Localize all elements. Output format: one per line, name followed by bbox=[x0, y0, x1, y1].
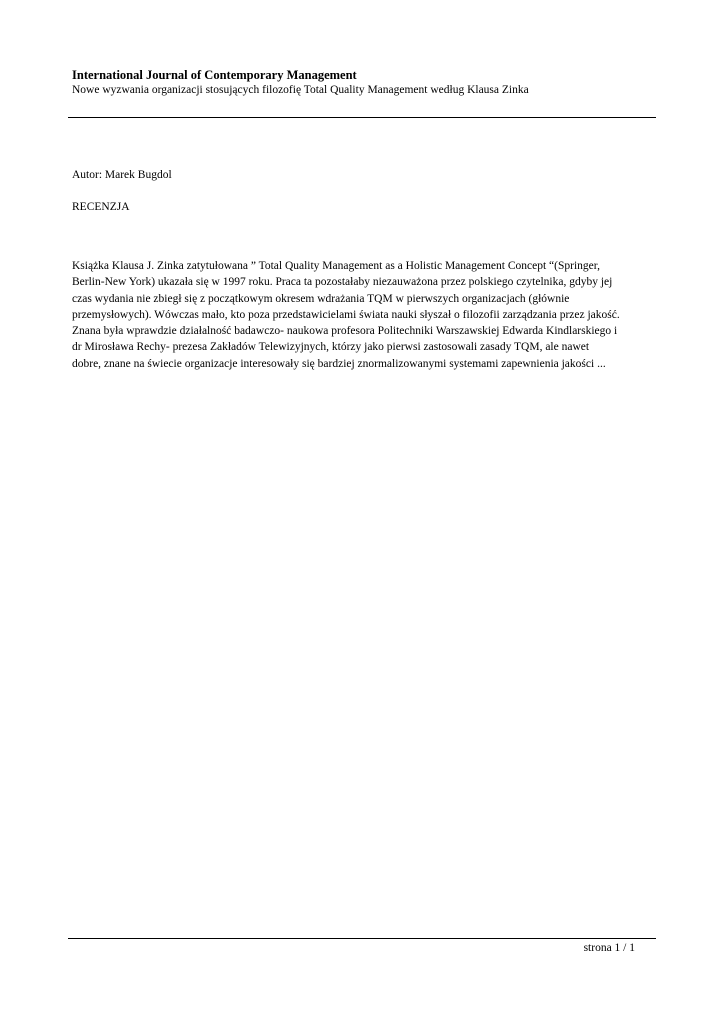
body-line: Berlin-New York) ukazała się w 1997 roku. Praca ta pozostałaby niezauważona przez polskiego czytelnika, gdyby jej bbox=[72, 276, 613, 289]
article-subtitle: Nowe wyzwania organizacji stosujących filozofię Total Quality Management według Klausa Zinka bbox=[72, 84, 529, 96]
header-divider bbox=[68, 117, 656, 118]
document-header bbox=[72, 68, 662, 98]
body-line: Książka Klausa J. Zinka zatytułowana ” Total Quality Management as a Holistic Management Concept “(Springer, bbox=[72, 260, 601, 272]
body-paragraph bbox=[72, 258, 662, 372]
body-line: czas wydania nie zbiegł się z początkowym okresem wdrażania TQM w pierwszych organizacjach (głównie bbox=[72, 292, 570, 305]
body-line: dr Mirosława Rechy- prezesa Zakładów Telewizyjnych, którzy jako pierwsi zastosowali zasady TQM, ale nawet bbox=[72, 341, 590, 354]
author-line: Autor: Marek Bugdol bbox=[72, 169, 172, 181]
body-line: Znana była wprawdzie działalność badawczo- naukowa profesora Politechniki Warszawskiej Edwarda Kindlarskiego i bbox=[72, 325, 618, 338]
body-line: przemysłowych). Wówczas mało, kto poza przedstawicielami świata nauki słyszał o filozofii zarządzania przez jakość. bbox=[72, 308, 620, 321]
page-number: strona 1 / 1 bbox=[583, 942, 635, 954]
body-line: dobre, znane na świecie organizacje interesowały się bardziej znormalizowanymi systemami zapewnienia jakości ... bbox=[72, 357, 606, 370]
section-label: RECENZJA bbox=[72, 201, 130, 213]
journal-title: International Journal of Contemporary Management bbox=[72, 68, 357, 82]
footer-divider bbox=[68, 938, 656, 939]
